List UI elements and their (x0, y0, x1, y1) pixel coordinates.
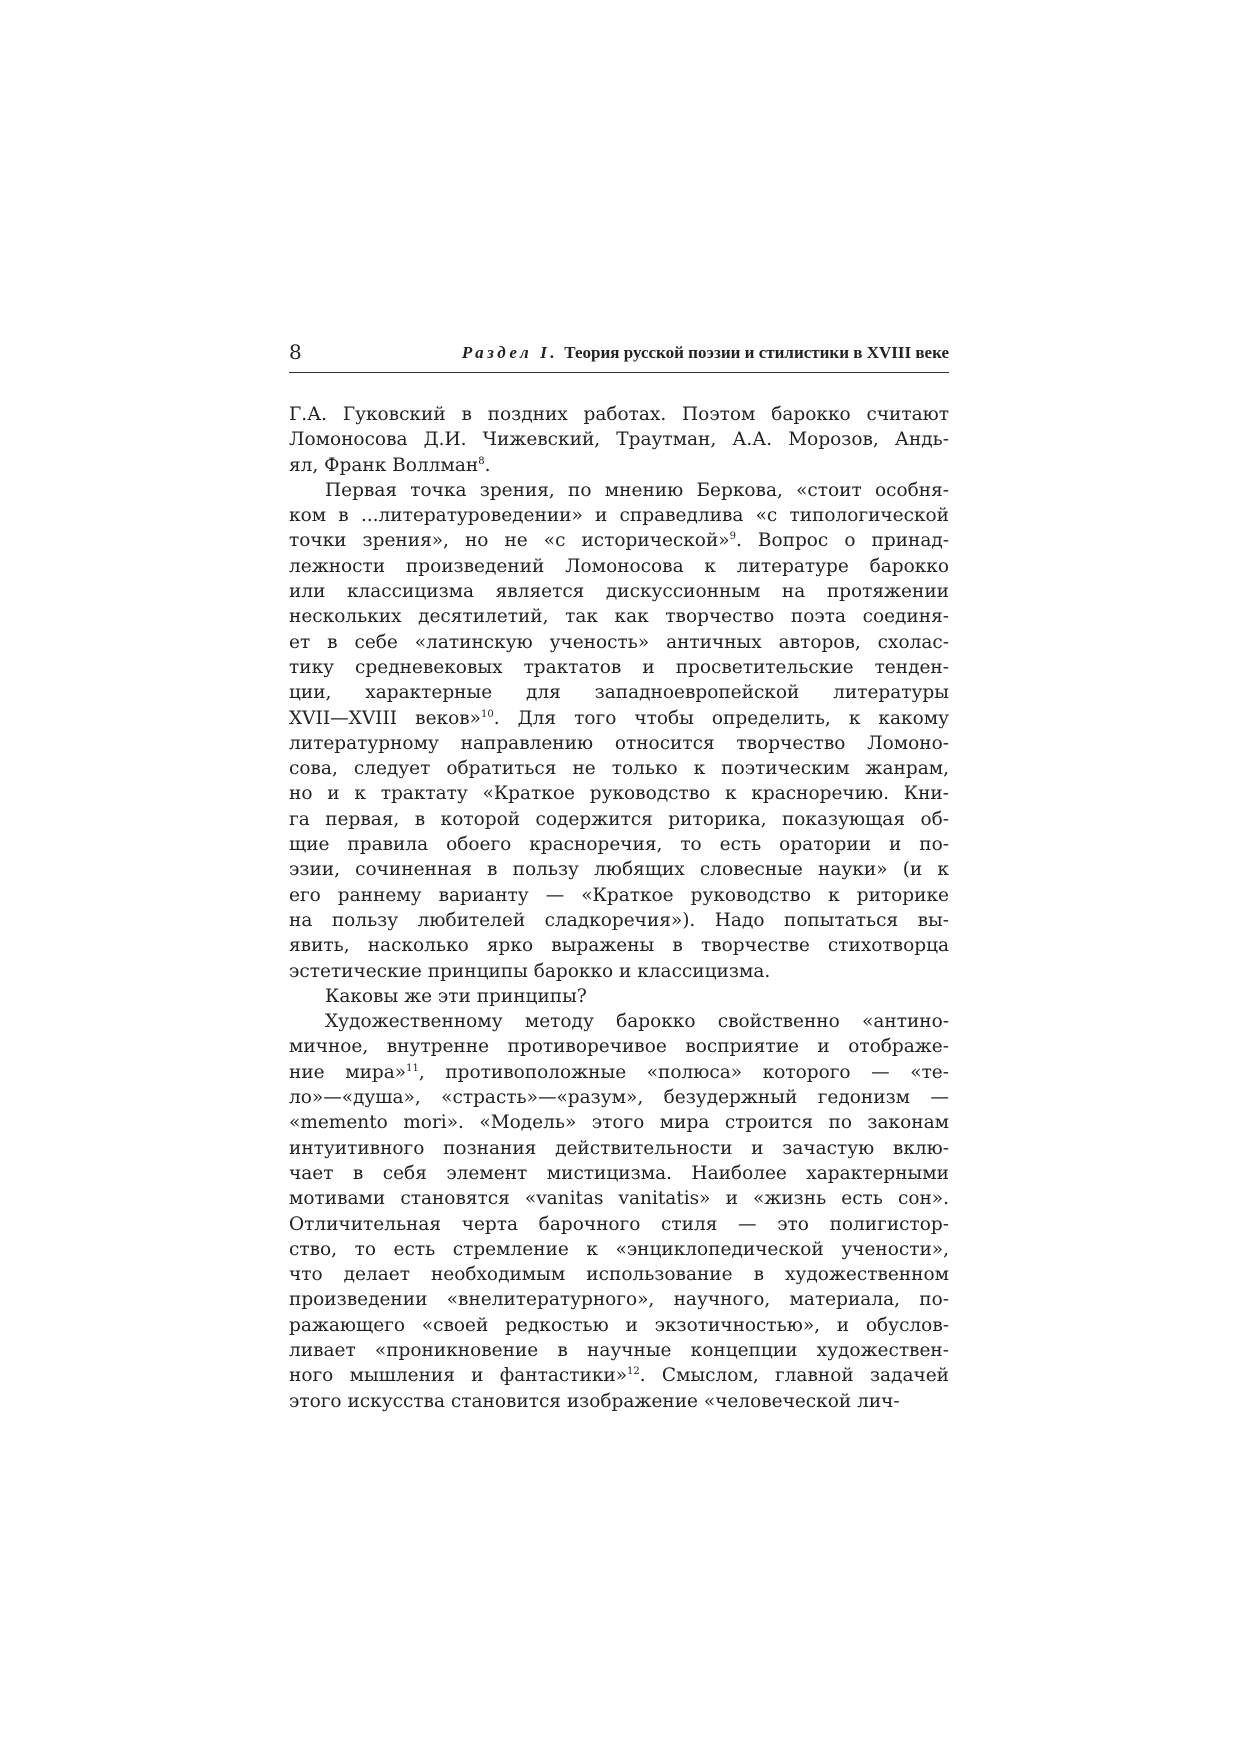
line-text: интуитивного познания действительности и зачастую вклю- (289, 1137, 949, 1159)
text-line (289, 655, 949, 680)
line-text: что делает необходимым использование в художественном (289, 1264, 949, 1286)
text-line (289, 1161, 949, 1186)
text-line (289, 427, 949, 452)
line-text: явить, насколько ярко выражены в творчестве стихотворца (289, 935, 949, 957)
line-text: литературному направлению относится творчество Ломоно- (289, 732, 949, 754)
line-text: мичное, внутренне противоречивое восприятие и отображе- (289, 1036, 949, 1058)
line-text: произведении «внелитературного», научного, материала, по- (289, 1289, 949, 1311)
body-text (289, 402, 949, 1414)
line-text: его раннему варианту — «Краткое руководство к риторике (289, 884, 949, 906)
footnote-ref: 8 (478, 455, 485, 467)
line-text: эзии, сочиненная в пользу любящих словесные науки» (и к (289, 859, 949, 881)
line-text: Ломоносова Д.И. Чижевский, Траутман, А.А. Морозов, Андь- (289, 429, 949, 451)
footnote-ref: 9 (729, 531, 736, 543)
text-line (289, 1060, 949, 1085)
line-text: тику средневековых трактатов и просветительские тенден- (289, 656, 949, 678)
line-text: ражающего «своей редкостью и экзотичностью», и обуслов- (289, 1314, 949, 1336)
chapter-title: Теория русской поэзии и стилистики в XVIII веке (564, 343, 949, 362)
text-line (289, 1338, 949, 1363)
line-text: лежности произведений Ломоносова к литературе барокко (289, 555, 949, 577)
text-line (289, 680, 949, 705)
text-line (289, 706, 949, 731)
line-text: ции, характерные для западноевропейской литературы (289, 682, 949, 704)
line-text: ет в себе «латинскую ученость» античных авторов, схолас- (289, 631, 949, 653)
text-line (289, 453, 949, 478)
text-line (289, 1186, 949, 1211)
line-text: чает в себя элемент мистицизма. Наиболее характерными (289, 1162, 949, 1184)
line-text: га первая, в которой содержится риторика, показующая об- (289, 808, 949, 830)
text-line (289, 1262, 949, 1287)
text-line (289, 554, 949, 579)
page-number: 8 (289, 340, 302, 364)
text-line (289, 984, 949, 1009)
line-text: XVII—XVIII веков» (289, 707, 481, 729)
text-line (289, 1287, 949, 1312)
text-line (289, 402, 949, 427)
line-text: ство, то есть стремление к «энциклопедической учености», (289, 1238, 949, 1260)
text-line (289, 503, 949, 528)
line-text: но и к трактату «Краткое руководство к красноречию. Кни- (289, 783, 949, 805)
running-title (462, 342, 949, 364)
text-line (289, 478, 949, 503)
text-line (289, 959, 949, 984)
line-text-after: . Смыслом, главной задачей (639, 1365, 949, 1387)
text-line (289, 933, 949, 958)
text-line (289, 731, 949, 756)
text-line (289, 604, 949, 629)
line-text: сова, следует обратиться не только к поэтическим жанрам, (289, 758, 949, 780)
line-text-after: . (484, 454, 491, 476)
text-line (289, 756, 949, 781)
page-header (289, 338, 949, 373)
paragraph (289, 984, 949, 1009)
line-text: Первая точка зрения, по мнению Беркова, «стоит особня- (325, 479, 949, 501)
text-line (289, 1136, 949, 1161)
paragraph (289, 402, 949, 478)
line-text: Художественному методу барокко свойственно «антино- (325, 1011, 949, 1033)
line-text: щие правила обоего красноречия, то есть оратории и по- (289, 834, 949, 856)
text-line (289, 1212, 949, 1237)
footnote-ref: 11 (406, 1062, 419, 1074)
text-line (289, 528, 949, 553)
line-text: на пользу любителей сладкоречия»). Надо попытаться вы- (289, 909, 949, 931)
text-line (289, 1085, 949, 1110)
line-text: точки зрения», но не «с исторической» (289, 530, 730, 552)
line-text: ного мышления и фантастики» (289, 1365, 628, 1387)
footnote-ref: 12 (627, 1366, 640, 1378)
line-text-after: . Для того чтобы определить, к какому (493, 707, 949, 729)
text-line (289, 579, 949, 604)
line-text-after: . Вопрос о принад- (735, 530, 949, 552)
line-text: Отличительная черта барочного стиля — это полигистор- (289, 1213, 949, 1235)
text-line (289, 630, 949, 655)
text-line (289, 857, 949, 882)
line-text: мотивами становятся «vanitas vanitatis» и «жизнь есть сон». (289, 1188, 949, 1210)
text-line (289, 1009, 949, 1034)
text-line (289, 1034, 949, 1059)
paragraph (289, 1009, 949, 1414)
line-text: ком в ...литературоведении» и справедлива «с типологической (289, 505, 949, 527)
text-line (289, 1313, 949, 1338)
line-text: Каковы же эти принципы? (325, 985, 587, 1007)
text-line (289, 908, 949, 933)
line-text: ливает «проникновение в научные концепции художествен- (289, 1339, 949, 1361)
text-line (289, 832, 949, 857)
line-text: или классицизма является дискуссионным на протяжении (289, 581, 949, 603)
text-line (289, 781, 949, 806)
line-text: нескольких десятилетий, так как творчество поэта соединя- (289, 606, 949, 628)
line-text: ял, Франк Воллман (289, 454, 479, 476)
line-text: этого искусства становится изображение «человеческой лич- (289, 1390, 900, 1412)
section-label: Раздел I. (461, 343, 559, 362)
line-text: Г.А. Гуковский в поздних работах. Поэтом барокко считают (289, 404, 949, 425)
line-text: «memento mori». «Модель» этого мира строится по законам (289, 1112, 949, 1134)
line-text: эстетические принципы барокко и классицизма. (289, 960, 771, 982)
paragraph (289, 478, 949, 984)
line-text: ние мира» (289, 1061, 407, 1083)
text-line (289, 1110, 949, 1135)
text-line (289, 807, 949, 832)
text-line (289, 883, 949, 908)
text-line (289, 1389, 949, 1414)
line-text-after: , противоположные «полюса» которого — «те- (418, 1061, 949, 1083)
text-line (289, 1363, 949, 1388)
line-text: ло»—«душа», «страсть»—«разум», безудержный гедонизм — (289, 1087, 949, 1109)
text-line (289, 1237, 949, 1262)
footnote-ref: 10 (480, 708, 494, 720)
